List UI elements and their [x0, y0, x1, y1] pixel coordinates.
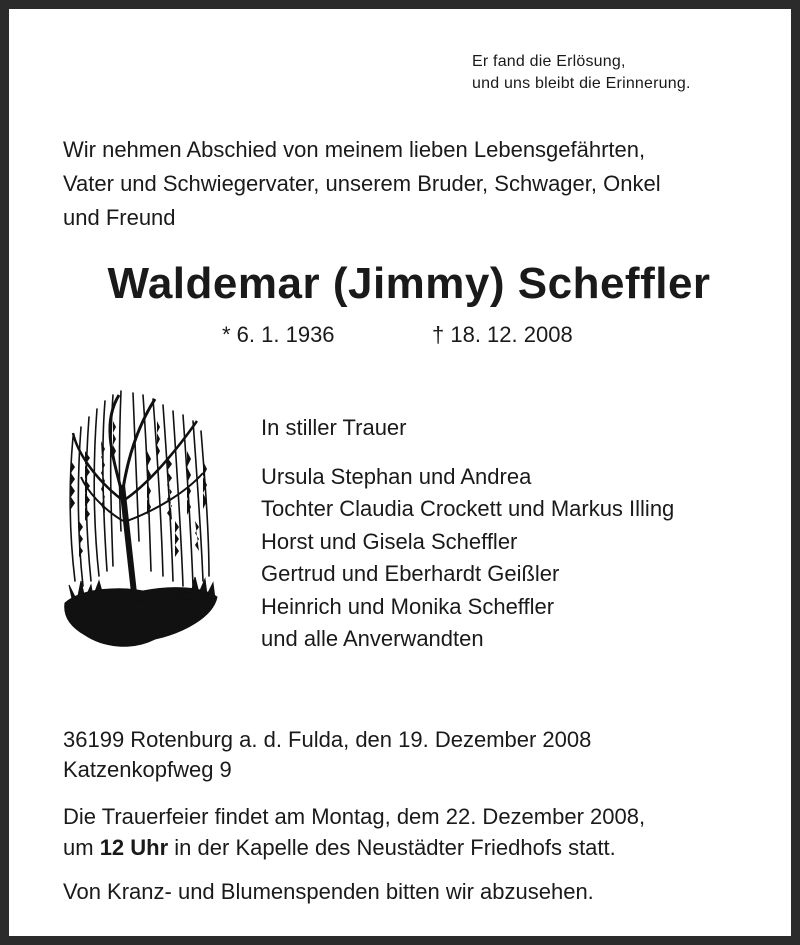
funeral-time: 12 Uhr	[99, 835, 169, 860]
weeping-willow-icon	[63, 381, 219, 657]
place-and-date: 36199 Rotenburg a. d. Fulda, den 19. Dezember 2008	[63, 727, 592, 752]
mourner-line: Ursula Stephan und Andrea	[261, 463, 532, 489]
intro-line-2: Vater und Schwiegervater, unserem Bruder, Schwager, Onkel	[63, 171, 661, 196]
mourners-block	[261, 412, 674, 656]
funeral-info	[63, 801, 645, 863]
mourner-line: Tochter Claudia Crockett und Markus Illing	[261, 496, 675, 521]
address-block	[63, 725, 591, 785]
flowers-note: Von Kranz- und Blumenspenden bitten wir abzusehen.	[63, 879, 594, 904]
intro-text	[63, 133, 763, 235]
funeral-line-2-prefix: um	[63, 835, 94, 860]
mourner-line: Horst und Gisela Scheffler	[261, 528, 518, 554]
motto-line-1: Er fand die Erlösung,	[472, 53, 626, 70]
mourner-line: Heinrich und Monika Scheffler	[261, 593, 555, 619]
mourners-heading: In stiller Trauer	[261, 415, 407, 440]
street-address: Katzenkopfweg 9	[63, 757, 232, 782]
intro-line-3: und Freund	[63, 205, 176, 230]
funeral-line-2-suffix: in der Kapelle des Neustädter Friedhofs statt.	[174, 835, 616, 860]
deceased-name: Waldemar (Jimmy) Scheffler	[107, 259, 711, 308]
mourner-line: Gertrud und Eberhardt Geißler	[261, 561, 560, 586]
intro-line-1: Wir nehmen Abschied von meinem lieben Lebensgefährten,	[63, 137, 646, 162]
birth-date: * 6. 1. 1936	[222, 322, 335, 347]
funeral-line-2	[63, 832, 645, 863]
motto-line-2: und uns bleibt die Erinnerung.	[472, 75, 691, 92]
motto	[472, 51, 691, 95]
mourner-line: und alle Anverwandten	[261, 626, 484, 651]
funeral-line-1: Die Trauerfeier findet am Montag, dem 22. Dezember 2008,	[63, 804, 646, 829]
spacer	[261, 445, 674, 461]
death-date: † 18. 12. 2008	[432, 322, 573, 347]
